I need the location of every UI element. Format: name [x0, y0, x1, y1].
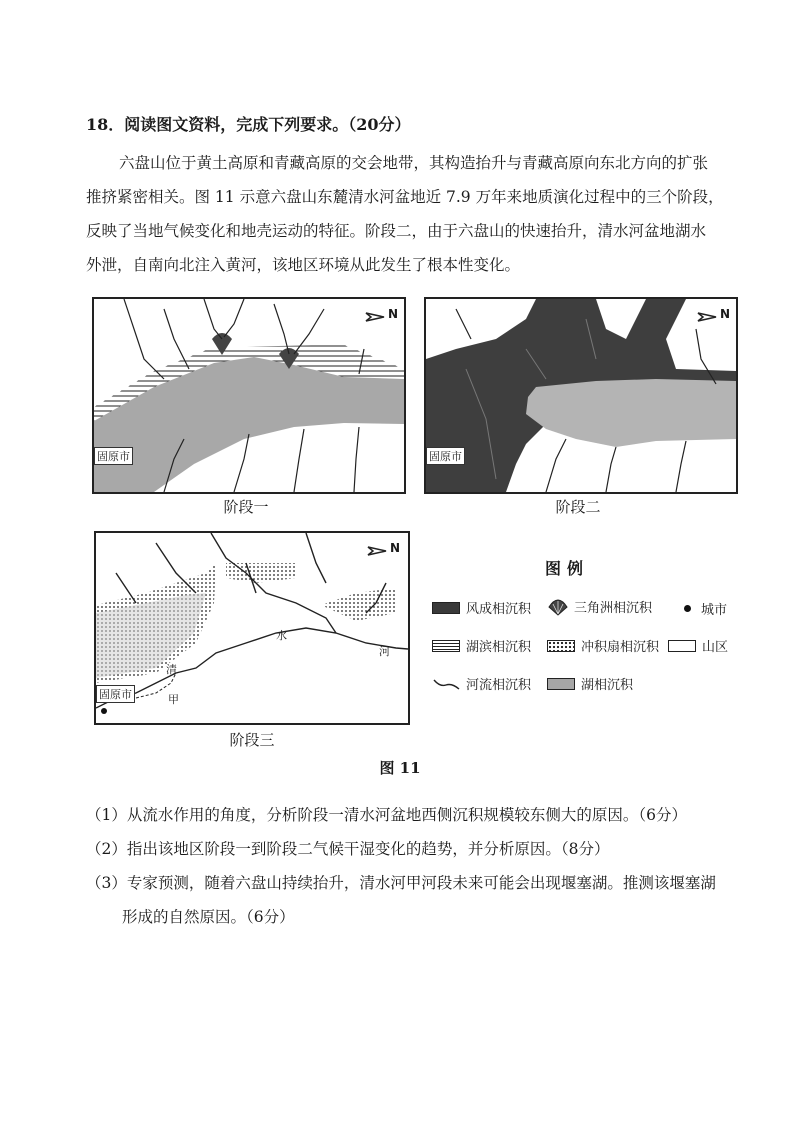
- city-label: 固原市: [426, 447, 465, 465]
- stage1-drawing: [94, 299, 404, 492]
- paragraph-line: 外泄，自南向北注入黄河，该地区环境从此发生了根本性变化。: [86, 256, 521, 274]
- north-label: N: [390, 541, 401, 555]
- legend-label: 湖滨相沉积: [466, 640, 532, 655]
- legend-item-mountain: [668, 636, 728, 655]
- delta-deposit-icon: [547, 598, 569, 616]
- legend-item-delta: [547, 597, 652, 616]
- river-char-shui: 水: [276, 629, 287, 642]
- paragraph-line: 推挤紧密相关。图 11 示意六盘山东麓清水河盆地近 7.9 万年来地质演化过程中的三个阶段，: [86, 188, 724, 206]
- legend-item-fan: [547, 636, 659, 655]
- sub-question-3: （3）专家预测，随着六盘山持续抬升，清水河甲河段未来可能会出现堰塞湖。推测该堰塞湖: [86, 874, 716, 892]
- legend-item-river: [432, 674, 531, 693]
- wind-deposit-swatch: [432, 602, 460, 614]
- paragraph-line: 反映了当地气候变化和地壳运动的特征。阶段二，由于六盘山的快速抬升，清水河盆地湖水: [86, 222, 707, 240]
- paragraph-line: 六盘山位于黄土高原和青藏高原的交会地带，其构造抬升与青藏高原向东北方向的扩张: [119, 154, 709, 172]
- legend-title: 图例: [545, 559, 590, 578]
- sub-question-2: （2）指出该地区阶段一到阶段二气候干湿变化的趋势，并分析原因。（8分）: [86, 840, 610, 858]
- city-label: 固原市: [94, 447, 133, 465]
- figure-title: 图 11: [379, 759, 421, 777]
- mountain-swatch: [668, 640, 696, 652]
- river-deposit-icon: [432, 677, 460, 691]
- legend-item-lakeshore: [432, 636, 531, 655]
- north-label: N: [720, 307, 731, 321]
- legend-label: 风成相沉积: [466, 602, 532, 617]
- lakeshore-deposit-swatch: [432, 640, 460, 652]
- legend-label: 城市: [701, 603, 728, 618]
- stage2-map: [424, 297, 738, 494]
- question-paragraph: [86, 146, 746, 282]
- stage2-drawing: [426, 299, 736, 492]
- legend-item-city: [684, 599, 727, 618]
- alluvial-fan-swatch: [547, 640, 575, 652]
- stage1-caption: 阶段一: [223, 498, 269, 516]
- stage1-map: [92, 297, 406, 494]
- legend-label: 湖相沉积: [581, 678, 634, 693]
- river-char-he: 河: [379, 645, 390, 658]
- segment-jia-label: 甲: [168, 693, 179, 706]
- stage3-drawing: [96, 533, 408, 723]
- lake-deposit-swatch: [547, 678, 575, 690]
- sub-question-1: （1）从流水作用的角度，分析阶段一清水河盆地西侧沉积规模较东侧大的原因。（6分）: [86, 806, 687, 824]
- stage3-caption: 阶段三: [229, 731, 275, 749]
- river-char-qing: 清: [166, 663, 177, 676]
- north-label: N: [388, 307, 399, 321]
- city-label: 固原市: [96, 685, 135, 703]
- stage3-map: [94, 531, 410, 725]
- legend-label: 冲积扇相沉积: [581, 640, 660, 655]
- question-title: 18．阅读图文资料，完成下列要求。（20分）: [86, 115, 411, 134]
- legend-label: 山区: [702, 640, 729, 655]
- city-dot-icon: [684, 605, 691, 612]
- legend-item-lake: [547, 674, 633, 693]
- legend-label: 河流相沉积: [466, 678, 532, 693]
- sub-question-3-continued: 形成的自然原因。（6分）: [122, 908, 295, 926]
- stage2-caption: 阶段二: [555, 498, 601, 516]
- legend-label: 三角洲相沉积: [574, 601, 653, 616]
- legend-item-wind: [432, 598, 531, 617]
